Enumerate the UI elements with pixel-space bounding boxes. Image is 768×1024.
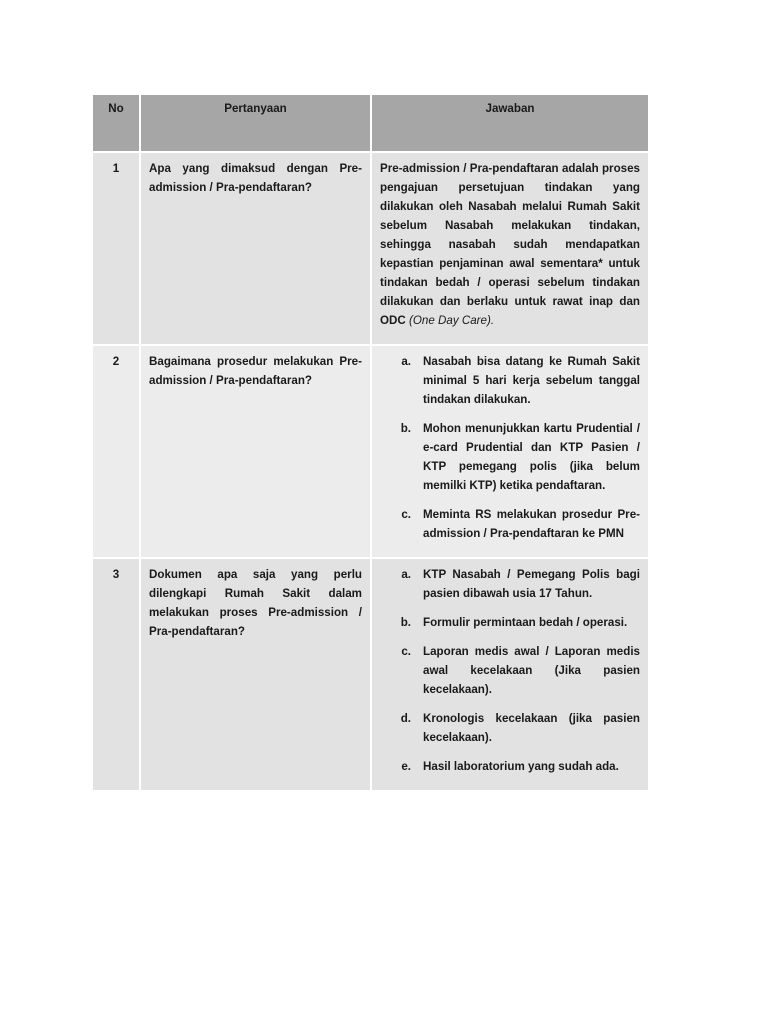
row-number: 1 (92, 152, 140, 345)
list-item (380, 613, 640, 632)
list-item-text: Hasil laboratorium yang sudah ada. (423, 760, 619, 773)
list-item (380, 565, 640, 603)
list-item (380, 642, 640, 699)
list-item-text: Laporan medis awal / Laporan medis awal kecelakaan (Jika pasien kecelakaan). (423, 645, 640, 696)
list-item-text: Nasabah bisa datang ke Rumah Sakit minimal 5 hari kerja sebelum tanggal tindakan dilakukan. (423, 355, 640, 406)
list-item-text: Formulir permintaan bedah / operasi. (423, 616, 628, 629)
table-row (92, 152, 649, 345)
list-item-text: KTP Nasabah / Pemegang Polis bagi pasien dibawah usia 17 Tahun. (423, 568, 640, 600)
header-answer: Jawaban (371, 94, 649, 152)
answer-list (380, 352, 640, 543)
answer-cell (371, 345, 649, 558)
row-number: 3 (92, 558, 140, 791)
list-item-text: Meminta RS melakukan prosedur Pre-admission / Pra-pendaftaran ke PMN (423, 508, 640, 540)
list-item-text: Mohon menunjukkan kartu Prudential / e-card Prudential dan KTP Pasien / KTP pemegang polis (jika belum memilki KTP) ketika pendaftaran. (423, 422, 640, 492)
list-item (380, 709, 640, 747)
list-item (380, 419, 640, 495)
faq-table (91, 93, 650, 792)
list-marker: a. (401, 355, 411, 368)
list-marker: b. (400, 616, 411, 629)
list-item (380, 757, 640, 776)
list-item (380, 352, 640, 409)
header-question: Pertanyaan (140, 94, 371, 152)
row-number: 2 (92, 345, 140, 558)
list-marker: b. (400, 422, 411, 435)
answer-list (380, 565, 640, 776)
list-item-text: Kronologis kecelakaan (jika pasien kecelakaan). (423, 712, 640, 744)
list-item (380, 505, 640, 543)
header-row (92, 94, 649, 152)
list-marker: a. (401, 568, 411, 581)
question-cell: Apa yang dimaksud dengan Pre-admission / Pra-pendaftaran? (140, 152, 371, 345)
list-marker: c. (401, 508, 411, 521)
list-marker: d. (400, 712, 411, 725)
table-row (92, 558, 649, 791)
list-marker: c. (401, 645, 411, 658)
list-marker: e. (401, 760, 411, 773)
question-cell: Bagaimana prosedur melakukan Pre-admission / Pra-pendaftaran? (140, 345, 371, 558)
header-no: No (92, 94, 140, 152)
question-cell: Dokumen apa saja yang perlu dilengkapi Rumah Sakit dalam melakukan proses Pre-admission / Pra-pendaftaran? (140, 558, 371, 791)
answer-text: Pre-admission / Pra-pendaftaran adalah proses pengajuan persetujuan tindakan yang dilakukan oleh Nasabah melalui Rumah Sakit sebelum Nasabah melakukan tindakan, sehingga nasabah sudah mendapatkan kepastian penjaminan awal sementara* untuk tindakan bedah / operasi sebelum tindakan dilakukan dan berlaku untuk rawat inap dan ODC (380, 162, 640, 327)
answer-italic-text: (One Day Care). (409, 314, 495, 327)
table-row (92, 345, 649, 558)
answer-cell (371, 152, 649, 345)
answer-cell (371, 558, 649, 791)
